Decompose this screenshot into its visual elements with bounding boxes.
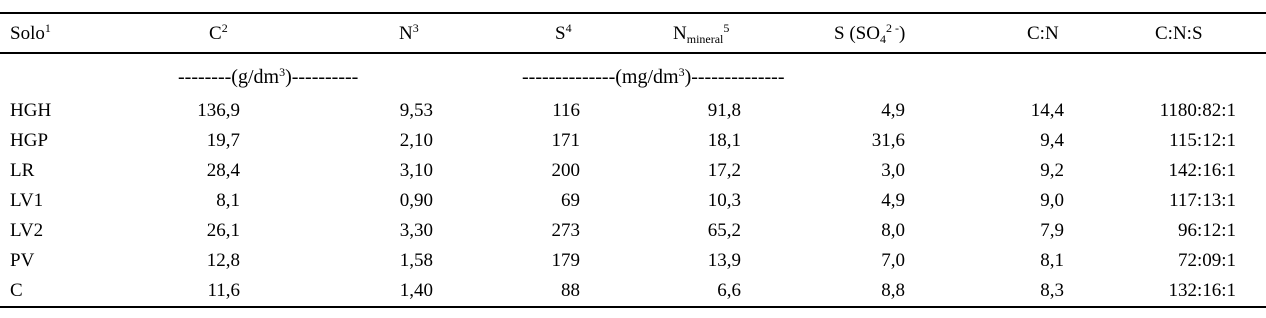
- cell-c: 12,8: [206, 250, 240, 271]
- cell-s: 88: [561, 280, 580, 301]
- header-cns: C:N:S: [1155, 23, 1203, 44]
- cell-c: 11,6: [207, 280, 240, 301]
- cell-cns: 72:09:1: [1177, 250, 1236, 271]
- header-s: $S^4$: [555, 21, 572, 44]
- cell-cn: 8,1: [1040, 250, 1064, 271]
- cell-solo: HGH: [10, 100, 52, 121]
- cell-cns: 96:12:1: [1177, 220, 1236, 241]
- cell-n: 1,40: [399, 280, 433, 301]
- header-rule: [0, 52, 1266, 54]
- header-n-mineral: $N_{mineral}^5$: [673, 21, 730, 46]
- cell-solo: PV: [10, 250, 35, 271]
- cell-s: 179: [551, 250, 580, 271]
- cell-cn: 9,4: [1040, 130, 1064, 151]
- cell-n: 0,90: [399, 190, 433, 211]
- cell-n-mineral: 13,9: [707, 250, 741, 271]
- cell-c: 136,9: [197, 100, 240, 121]
- cell-n-mineral: 17,2: [707, 160, 741, 181]
- bottom-rule: [0, 306, 1266, 308]
- cell-c: 26,1: [206, 220, 240, 241]
- cell-solo: LV1: [10, 190, 44, 211]
- cell-s-so4: 4,9: [881, 190, 905, 211]
- cell-s: 116: [552, 100, 580, 121]
- cell-n: 3,30: [399, 220, 433, 241]
- cell-cns: 132:16:1: [1168, 280, 1236, 301]
- cell-cn: 8,3: [1040, 280, 1064, 301]
- cell-s: 171: [551, 130, 580, 151]
- cell-s-so4: 3,0: [881, 160, 905, 181]
- header-n: $N^3$: [399, 21, 419, 44]
- cell-n: 3,10: [399, 160, 433, 181]
- cell-s-so4: 8,0: [881, 220, 905, 241]
- cell-s-so4: 7,0: [881, 250, 905, 271]
- cell-c: 19,7: [206, 130, 240, 151]
- header-s-so4: S $(SO_4^{2 -})$: [834, 21, 906, 46]
- cell-cns: 115:12:1: [1169, 130, 1236, 151]
- cell-solo: LV2: [10, 220, 44, 241]
- cell-solo: LR: [10, 160, 35, 181]
- cell-n-mineral: 18,1: [707, 130, 741, 151]
- units-mg-dm3: $--------------(mg/dm^3)--------------$: [522, 65, 785, 88]
- cell-s: 273: [551, 220, 580, 241]
- cell-s-so4: 8,8: [881, 280, 905, 301]
- cell-s-so4: 31,6: [871, 130, 905, 151]
- cell-s-so4: 4,9: [881, 100, 905, 121]
- cell-s: 69: [561, 190, 580, 211]
- cell-cn: 9,2: [1040, 160, 1064, 181]
- cell-n-mineral: 65,2: [707, 220, 741, 241]
- cell-c: 8,1: [216, 190, 240, 211]
- cell-n-mineral: 91,8: [707, 100, 741, 121]
- cell-cn: 14,4: [1030, 100, 1064, 121]
- cell-n: 1,58: [399, 250, 433, 271]
- cell-n: 9,53: [399, 100, 433, 121]
- cell-n: 2,10: [399, 130, 433, 151]
- cell-cn: 7,9: [1040, 220, 1064, 241]
- cell-c: 28,4: [206, 160, 240, 181]
- header-c: $C^2$: [209, 21, 228, 44]
- cell-cn: 9,0: [1040, 190, 1064, 211]
- cell-s: 200: [551, 160, 580, 181]
- units-g-dm3: $--------(g/dm^3)----------$: [178, 65, 359, 88]
- cell-solo: C: [10, 280, 23, 301]
- top-rule: [0, 12, 1266, 14]
- header-solo: Solo$^1$: [10, 21, 51, 44]
- cell-n-mineral: 10,3: [707, 190, 741, 211]
- cell-cns: 1180:82:1: [1159, 100, 1236, 121]
- cell-cns: 142:16:1: [1168, 160, 1236, 181]
- cell-solo: HGP: [10, 130, 49, 151]
- header-cn: C:N: [1027, 23, 1059, 44]
- cell-cns: 117:13:1: [1169, 190, 1236, 211]
- cell-n-mineral: 6,6: [717, 280, 741, 301]
